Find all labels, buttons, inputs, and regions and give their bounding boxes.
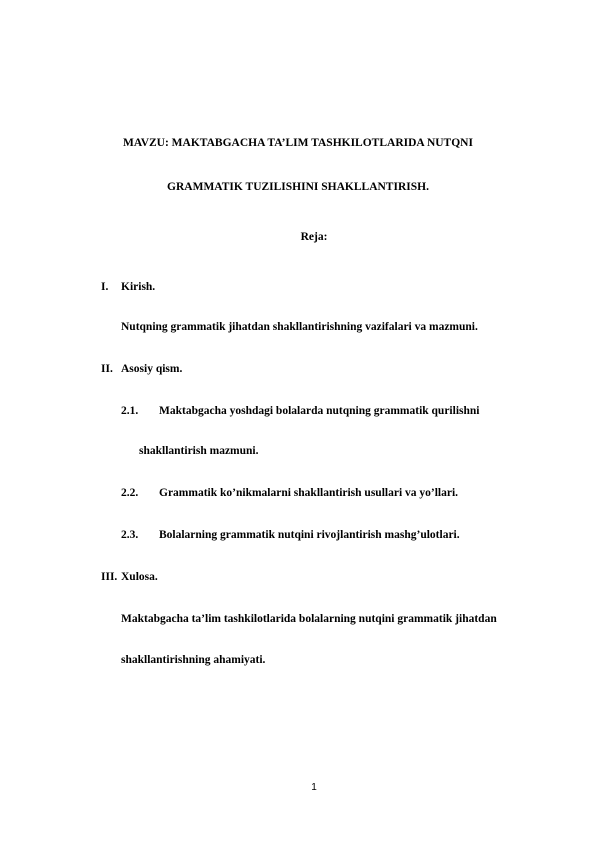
item-2-2-number: 2.2.	[121, 487, 139, 499]
section-1-title: Kirish.	[121, 281, 156, 293]
page-number: 1	[311, 782, 317, 793]
section-3-title: Xulosa.	[121, 571, 158, 583]
section-3-number: III.	[101, 571, 118, 583]
section-2-number: II.	[101, 363, 113, 375]
section-1-text: Nutqning grammatik jihatdan shakllantirishning vazifalari va mazmuni.	[121, 321, 478, 333]
title-line-1: MAVZU: MAKTABGACHA TA’LIM TASHKILOTLARIDA NUTQNI	[123, 137, 473, 149]
item-2-2-text: Grammatik ko’nikmalarni shakllantirish usullari va yo’llari.	[159, 487, 459, 499]
item-2-3-number: 2.3.	[121, 529, 139, 541]
section-1-number: I.	[101, 281, 109, 293]
section-3-text-cont: shakllantirishning ahamiyati.	[121, 654, 266, 666]
plan-heading: Reja:	[300, 231, 328, 243]
section-2-title: Asosiy qism.	[121, 363, 183, 375]
title-line-2: GRAMMATIK TUZILISHINI SHAKLLANTIRISH.	[167, 181, 429, 193]
item-2-1-text: Maktabgacha yoshdagi bolalarda nutqning grammatik qurilishni	[159, 405, 480, 417]
section-3-text: Maktabgacha ta’lim tashkilotlarida bolalarning nutqini grammatik jihatdan	[121, 613, 497, 625]
item-2-1-number: 2.1.	[121, 405, 139, 417]
item-2-3-text: Bolalarning grammatik nutqini rivojlantirish mashg’ulotlari.	[159, 529, 460, 541]
item-2-1-text-cont: shakllantirish mazmuni.	[139, 445, 259, 457]
